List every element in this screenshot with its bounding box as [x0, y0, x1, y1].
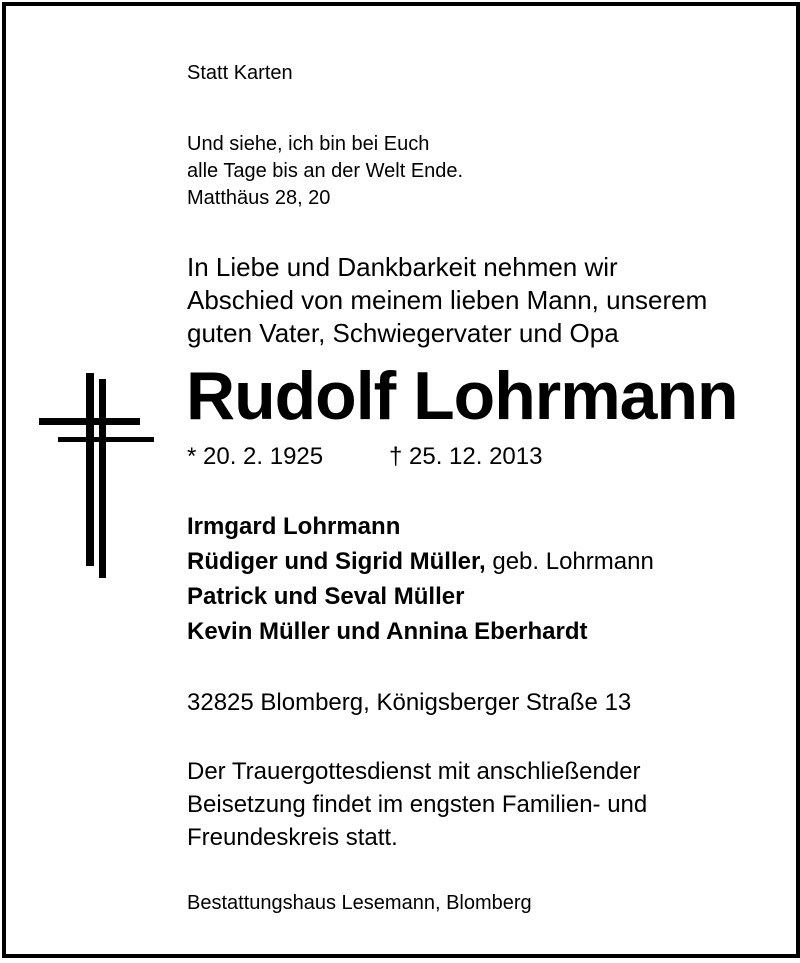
mourner-line-3: Patrick und Seval Müller: [187, 583, 465, 610]
intro-line-2: Abschied von meinem lieben Mann, unserem: [187, 285, 708, 315]
intro-line-1: In Liebe und Dankbarkeit nehmen wir: [187, 252, 618, 282]
mourner-line-2-names: Rüdiger und Sigrid Müller,: [187, 548, 486, 575]
mourner-line-1: Irmgard Lohrmann: [187, 513, 401, 540]
verse-reference: Matthäus 28, 20: [187, 187, 331, 209]
funeral-home: Bestattungshaus Lesemann, Blomberg: [187, 892, 532, 914]
mourner-line-4: Kevin Müller und Annina Eberhardt: [187, 618, 588, 645]
service-line-3: Freundeskreis statt.: [187, 824, 398, 851]
intro-line-3: guten Vater, Schwiegervater und Opa: [187, 318, 619, 348]
service-line-1: Der Trauergottesdienst mit anschließender: [187, 758, 641, 785]
mourner-line-2-note: geb. Lohrmann: [485, 548, 654, 575]
address: 32825 Blomberg, Königsberger Straße 13: [187, 689, 632, 716]
verse-line-1: Und siehe, ich bin bei Euch: [187, 133, 430, 155]
service-line-2: Beisetzung findet im engsten Familien- und: [187, 791, 648, 818]
birth-date: * 20. 2. 1925: [187, 443, 324, 470]
mourner-line-2: [187, 550, 654, 574]
verse-line-2: alle Tage bis an der Welt Ende.: [187, 160, 464, 182]
deceased-name: Rudolf Lohrmann: [186, 358, 738, 434]
death-date: † 25. 12. 2013: [389, 443, 543, 470]
statt-karten: Statt Karten: [187, 62, 293, 84]
